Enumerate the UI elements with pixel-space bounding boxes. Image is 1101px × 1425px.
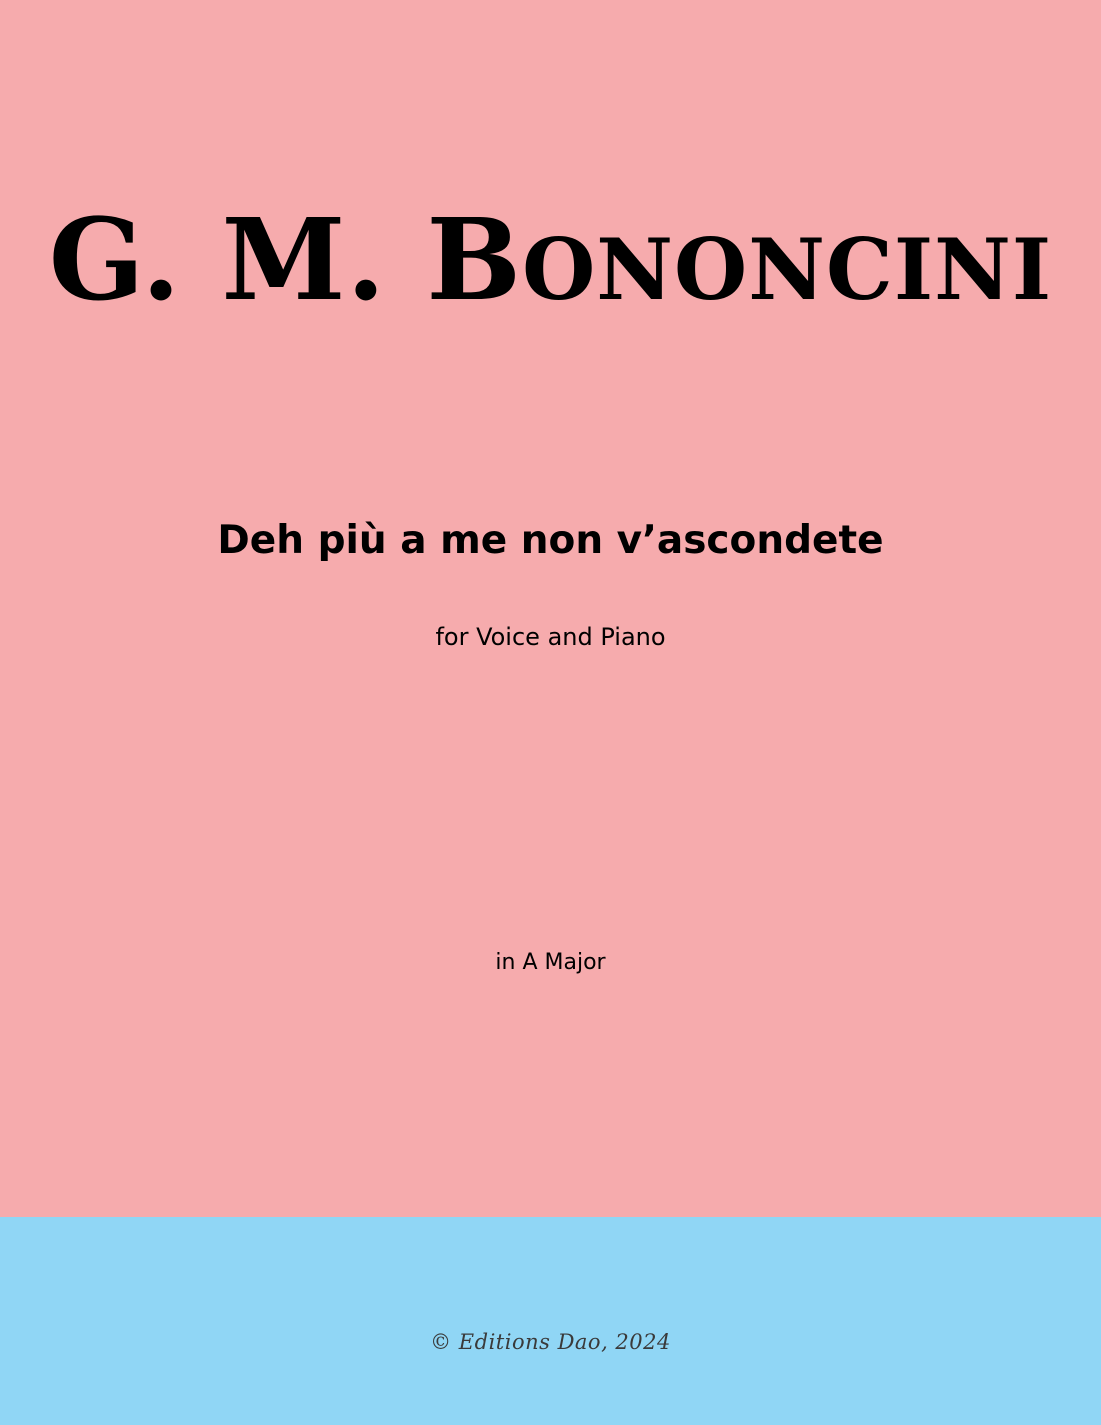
cover-bottom-panel [0, 1217, 1101, 1425]
piece-title: Deh più a me non v’ascondete [217, 518, 884, 563]
key-signature: in A Major [495, 950, 606, 975]
composer-name-initial: G. M. B [48, 195, 523, 326]
instrumentation: for Voice and Piano [435, 623, 666, 651]
composer-name-rest: ONONCINI [522, 220, 1053, 319]
publisher-credit: © Editions Dao, 2024 [430, 1330, 671, 1354]
composer-name [0, 196, 1101, 335]
